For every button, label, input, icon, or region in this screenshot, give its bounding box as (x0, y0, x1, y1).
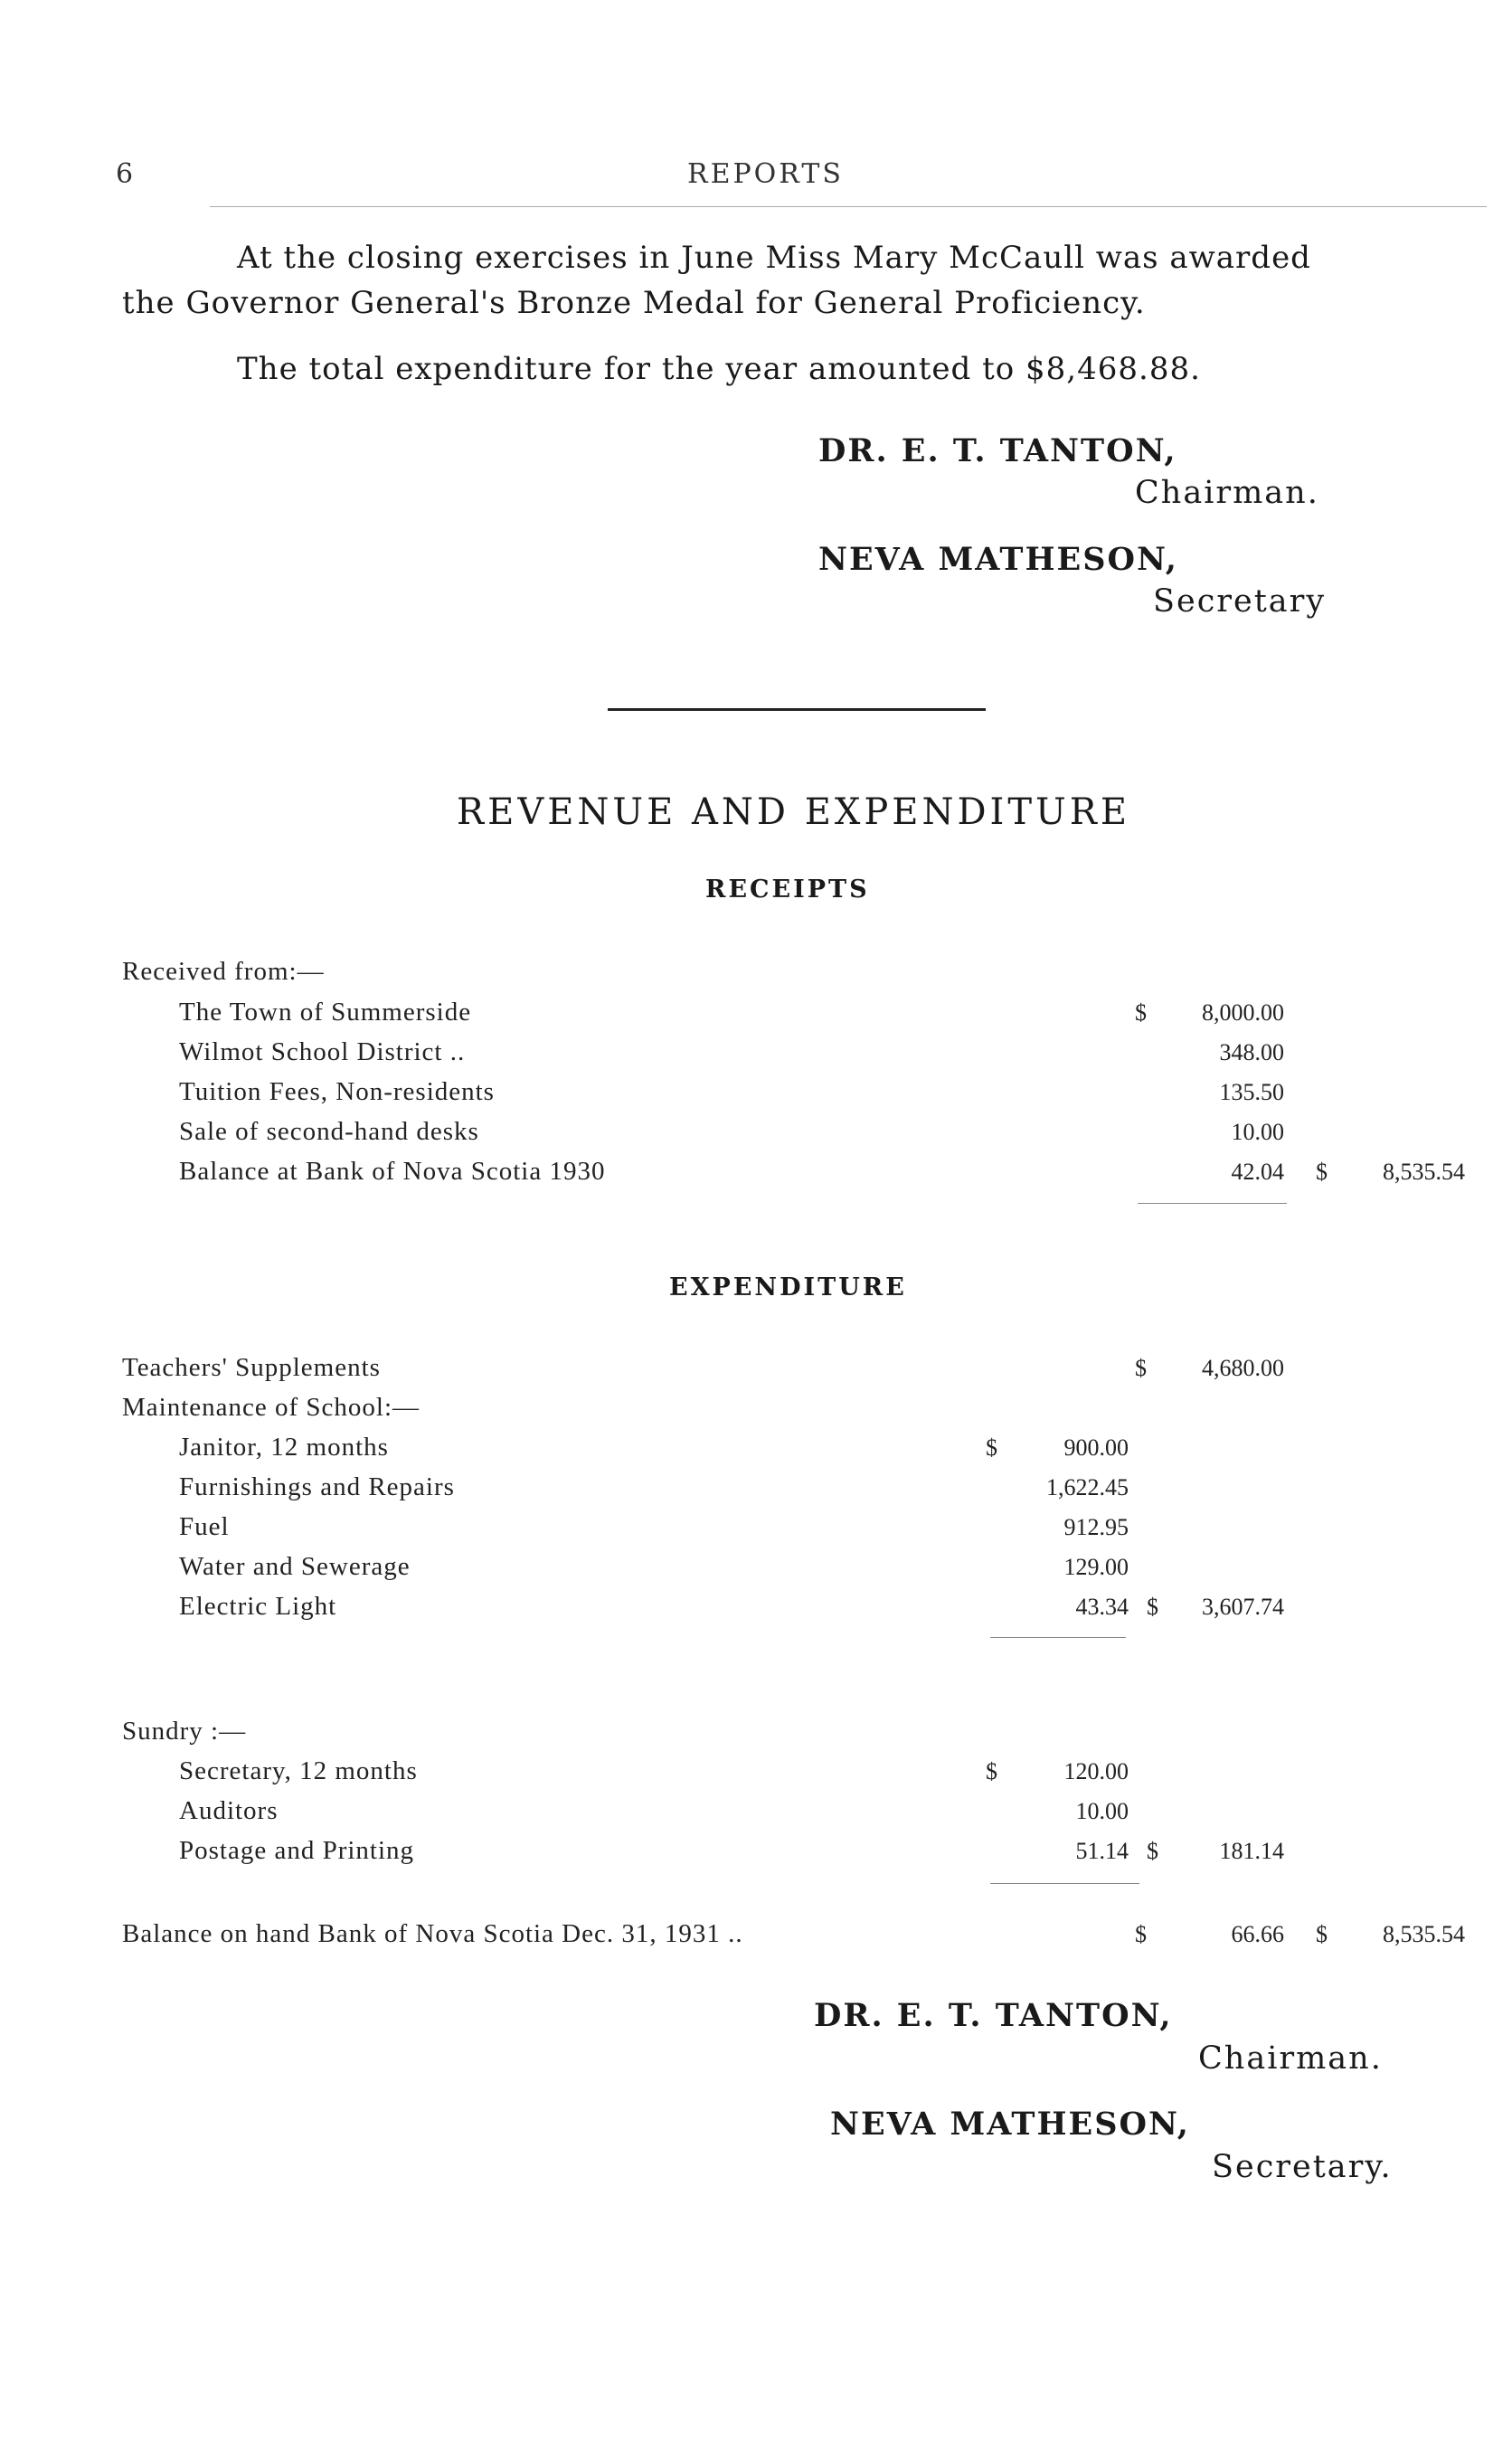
sundry-row-label: Postage and Printing (179, 1836, 415, 1865)
receipt-label: Tuition Fees, Non-residents (179, 1077, 495, 1106)
maintenance-label: Maintenance of School:— (122, 1393, 421, 1422)
receipts-subtotal-rule (1138, 1203, 1287, 1204)
intro-line-1: At the closing exercises in June Miss Mary McCaull was awarded (237, 240, 1311, 276)
sundry-dollar: $ (986, 1758, 997, 1784)
sundry-total: 181.14 (1219, 1838, 1284, 1864)
maintenance-amount: 900.00 (1063, 1434, 1129, 1461)
maintenance-row-label: Janitor, 12 months (179, 1433, 389, 1462)
sundry-subtotal-rule (990, 1883, 1139, 1884)
receipt-label: Wilmot School District .. (179, 1037, 466, 1066)
maintenance-amount: 129.00 (1063, 1554, 1129, 1580)
maintenance-row-label: Electric Light (179, 1592, 337, 1621)
sundry-amount: 120.00 (1063, 1758, 1129, 1784)
chairman-name-bottom: DR. E. T. TANTON, (814, 1997, 1173, 2034)
section-title: REVENUE AND EXPENDITURE (457, 791, 1131, 833)
chairman-title-bottom: Chairman. (1198, 2040, 1383, 2077)
receipts-total-dollar: $ (1316, 1159, 1328, 1185)
teachers-amount: 4,680.00 (1202, 1355, 1284, 1381)
receipt-amount: 8,000.00 (1202, 999, 1284, 1026)
sundry-row-label: Auditors (179, 1796, 279, 1825)
header-rule (210, 206, 1487, 207)
receipt-amount: 135.50 (1219, 1079, 1284, 1105)
receipt-label: The Town of Summerside (179, 998, 472, 1027)
secretary-title-top: Secretary (1153, 583, 1327, 620)
maintenance-row-label: Fuel (179, 1512, 230, 1541)
chairman-title-top: Chairman. (1135, 475, 1319, 511)
sundry-amount: 51.14 (1075, 1838, 1129, 1864)
secretary-name-top: NEVA MATHESON, (818, 541, 1178, 578)
maintenance-dollar: $ (986, 1434, 997, 1461)
expenditure-total: 8,535.54 (1383, 1921, 1465, 1947)
receipt-label: Sale of second-hand desks (179, 1117, 479, 1146)
balance-dollar: $ (1135, 1921, 1147, 1947)
received-from-label: Received from:— (122, 957, 325, 986)
maintenance-row-label: Water and Sewerage (179, 1552, 411, 1581)
teachers-supplements-label: Teachers' Supplements (122, 1353, 381, 1382)
receipt-amount: 348.00 (1219, 1039, 1284, 1065)
expenditure-total-dollar: $ (1316, 1921, 1328, 1947)
teachers-dollar: $ (1135, 1355, 1147, 1381)
balance-label: Balance on hand Bank of Nova Scotia Dec. 31, 1931 .. (122, 1919, 743, 1948)
intro-line-3: The total expenditure for the year amounted to $8,468.88. (237, 351, 1201, 387)
expenditure-heading: EXPENDITURE (669, 1273, 907, 1301)
secretary-name-bottom: NEVA MATHESON, (830, 2106, 1190, 2143)
receipt-dollar: $ (1135, 999, 1147, 1026)
intro-line-2: the Governor General's Bronze Medal for General Proficiency. (122, 285, 1146, 321)
receipt-amount: 42.04 (1231, 1159, 1284, 1185)
maintenance-amount: 1,622.45 (1046, 1474, 1129, 1500)
section-divider (608, 708, 986, 711)
sundry-total-dollar: $ (1147, 1838, 1158, 1864)
maintenance-total: 3,607.74 (1202, 1594, 1284, 1620)
sundry-label: Sundry :— (122, 1717, 247, 1746)
maintenance-amount: 912.95 (1063, 1514, 1129, 1540)
chairman-name-top: DR. E. T. TANTON, (818, 432, 1177, 469)
maintenance-row-label: Furnishings and Repairs (179, 1472, 455, 1501)
receipt-label: Balance at Bank of Nova Scotia 1930 (179, 1157, 606, 1186)
receipts-total: 8,535.54 (1383, 1159, 1465, 1185)
receipts-heading: RECEIPTS (705, 876, 870, 904)
receipt-amount: 10.00 (1231, 1119, 1284, 1145)
page-number: 6 (116, 158, 137, 190)
maintenance-total-dollar: $ (1147, 1594, 1158, 1620)
balance-amount: 66.66 (1231, 1921, 1284, 1947)
sundry-row-label: Secretary, 12 months (179, 1756, 418, 1785)
maintenance-subtotal-rule (990, 1637, 1126, 1638)
running-title: REPORTS (687, 158, 844, 190)
sundry-amount: 10.00 (1075, 1798, 1129, 1824)
maintenance-amount: 43.34 (1075, 1594, 1129, 1620)
secretary-title-bottom: Secretary. (1212, 2149, 1393, 2185)
